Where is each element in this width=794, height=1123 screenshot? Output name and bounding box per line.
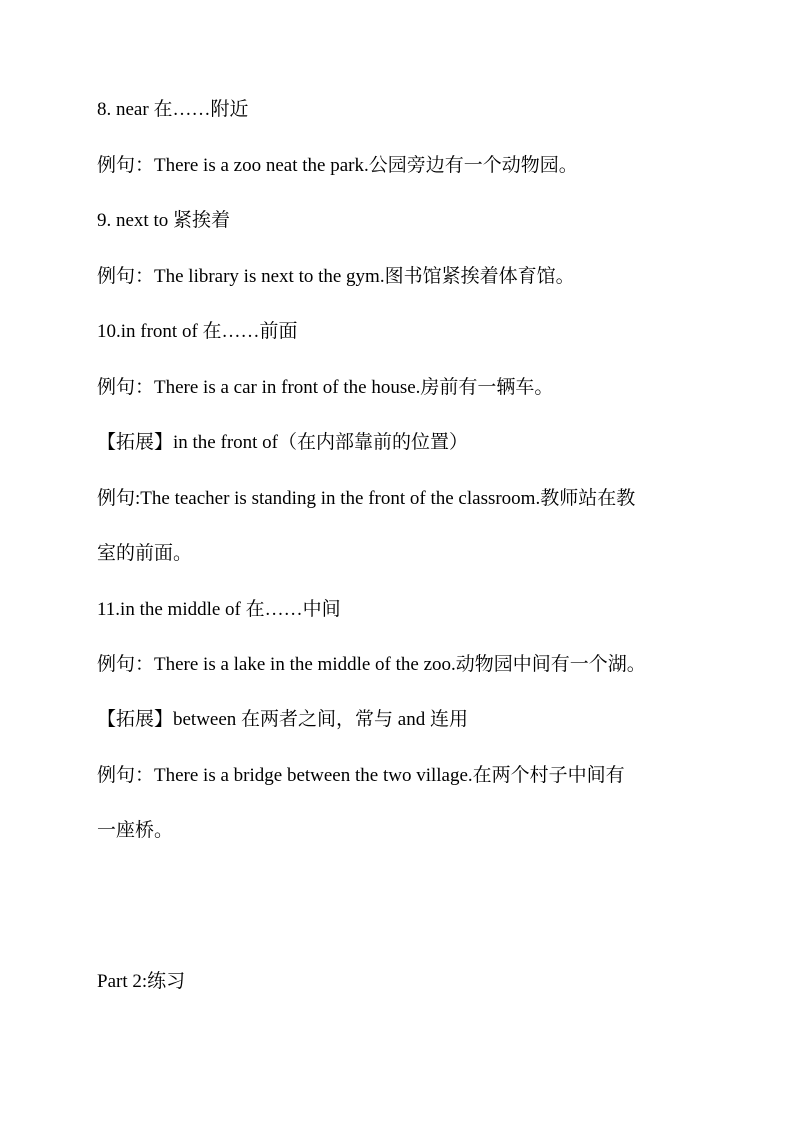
example-sentence-in-front-of: 例句：There is a car in front of the house.房前有一辆车。 [97, 377, 554, 398]
extension-between: 【拓展】between 在两者之间，常与 and 连用 [97, 709, 468, 730]
example-sentence-near: 例句：There is a zoo neat the park.公园旁边有一个动物园。 [97, 155, 578, 176]
vocab-heading-in-the-middle-of: 11.in the middle of 在……中间 [97, 599, 341, 620]
example-sentence-between-continuation: 一座桥。 [97, 820, 174, 841]
extension-in-the-front-of: 【拓展】in the front of（在内部靠前的位置） [97, 432, 469, 453]
example-sentence-between: 例句：There is a bridge between the two village.在两个村子中间有 [97, 765, 625, 786]
example-sentence-in-the-middle-of: 例句：There is a lake in the middle of the zoo.动物园中间有一个湖。 [97, 654, 646, 675]
vocab-heading-in-front-of: 10.in front of 在……前面 [97, 321, 298, 342]
example-sentence-next-to: 例句：The library is next to the gym.图书馆紧挨着体育馆。 [97, 266, 575, 287]
section-heading-part-2: Part 2:练习 [97, 971, 186, 992]
example-sentence-continuation: 室的前面。 [97, 543, 193, 564]
example-sentence-in-the-front-of: 例句:The teacher is standing in the front of the classroom.教师站在教 [97, 488, 636, 509]
vocab-heading-near: 8. near 在……附近 [97, 99, 249, 120]
vocab-heading-next-to: 9. next to 紧挨着 [97, 210, 230, 231]
